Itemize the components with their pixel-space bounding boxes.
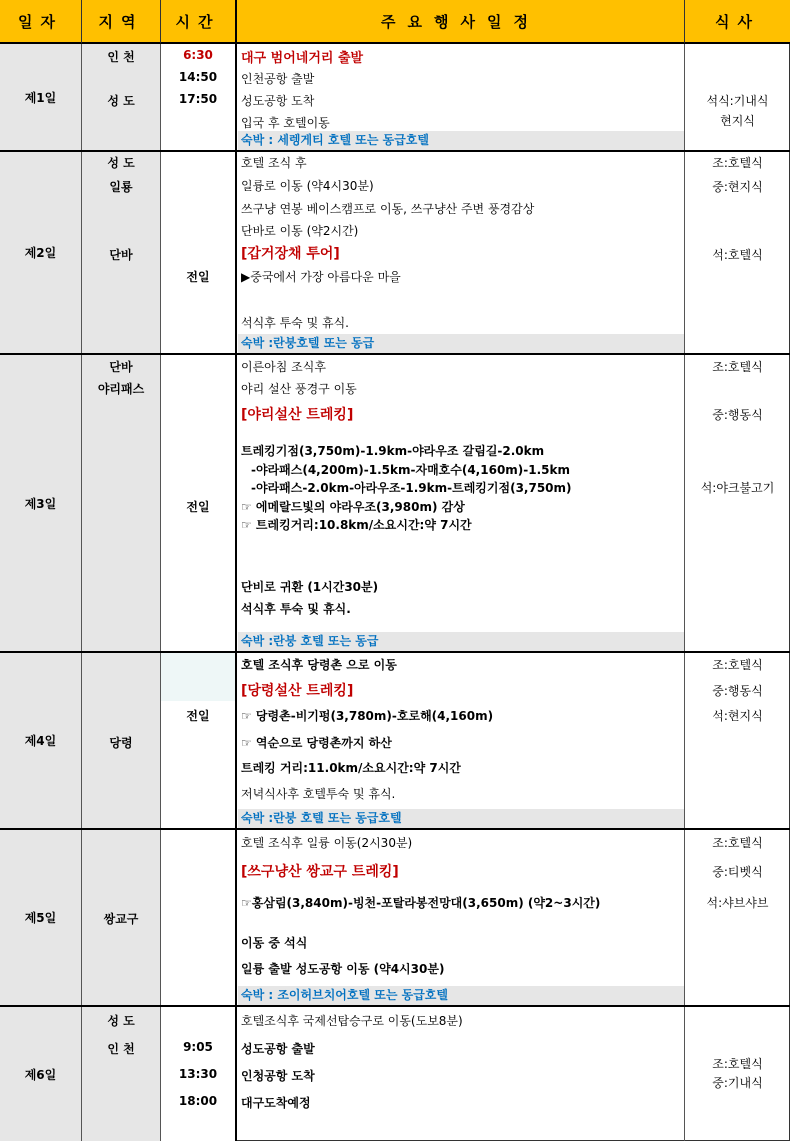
day-label: 제2일 xyxy=(0,152,82,353)
event: ▶중국에서 가장 아름다운 마을 xyxy=(241,270,401,284)
meal: 석:현지식 xyxy=(712,709,763,723)
meal-cell xyxy=(685,830,790,1005)
day-row-4 xyxy=(0,653,790,830)
header-meal: 식사 xyxy=(685,0,790,44)
time-shade xyxy=(161,653,235,701)
event: 호텔 조식 후 xyxy=(241,156,307,170)
meal-cell xyxy=(685,152,790,353)
meal: 중:티벳식 xyxy=(712,865,763,879)
region: 인 천 xyxy=(107,1042,135,1056)
region-cell xyxy=(82,653,161,828)
meal: 조:호텔식 xyxy=(712,156,763,170)
event: 석식후 투숙 및 휴식. xyxy=(241,316,349,330)
event: 호텔조식후 국제선탑승구로 이동(도보8분) xyxy=(241,1014,463,1028)
time: 14:50 xyxy=(178,70,218,84)
event-highlight: [야리설산 트레킹] xyxy=(241,407,354,423)
event: 성도공항 출발 xyxy=(241,1042,315,1056)
meal-cell xyxy=(685,44,790,150)
day-row-5 xyxy=(0,830,790,1007)
region: 단바 xyxy=(109,360,133,374)
region: 성 도 xyxy=(107,1014,135,1028)
region: 성 도 xyxy=(107,156,135,170)
day-label: 제1일 xyxy=(0,44,82,150)
time: 전일 xyxy=(186,500,210,514)
event: 단비로 귀환 (1시간30분) xyxy=(241,580,379,594)
event: 입국 후 호텔이동 xyxy=(241,116,330,130)
event: 저녁식사후 호텔투숙 및 휴식. xyxy=(241,787,396,801)
meal: 조:호텔식 xyxy=(712,836,763,850)
event-highlight: [당령설산 트레킹] xyxy=(241,683,354,699)
event: ☞ 에메랄드빛의 야라우조(3,980m) 감상 xyxy=(241,500,465,514)
event: 단바로 이동 (약2시간) xyxy=(241,224,359,238)
meal-cell xyxy=(685,1007,790,1141)
event: ☞ 트레킹거리:10.8km/소요시간:약 7시간 xyxy=(241,518,472,532)
day-row-6 xyxy=(0,1007,790,1141)
region: 쌍교구 xyxy=(103,912,139,926)
time: 13:30 xyxy=(178,1067,218,1081)
event: 인청공항 도착 xyxy=(241,1069,315,1083)
meal-cell xyxy=(685,653,790,828)
meal: 현지식 xyxy=(720,114,755,128)
region-cell xyxy=(82,830,161,1005)
day-label: 제6일 xyxy=(0,1007,82,1141)
meal: 석:호텔식 xyxy=(712,248,763,262)
event: 쓰구냥 연봉 베이스캠프로 이동, 쓰구냥산 주변 풍경감상 xyxy=(241,202,535,216)
time: 전일 xyxy=(186,709,210,723)
meal: 중:현지식 xyxy=(712,180,763,194)
day-row-3 xyxy=(0,355,790,653)
time: 6:30 xyxy=(183,48,213,62)
meal: 조:호텔식 xyxy=(712,360,763,374)
meal: 중:행동식 xyxy=(712,684,763,698)
event: -야라패스(4,200m)-1.5km-자매호수(4,160m)-1.5km xyxy=(251,463,571,477)
events-cell xyxy=(237,44,685,150)
stay-info: 숙박 : 조이허브치어호텔 또는 동급호텔 xyxy=(238,986,684,1005)
time-cell xyxy=(161,44,237,150)
meal: 조:호텔식 xyxy=(712,1057,763,1071)
event: 성도공항 도착 xyxy=(241,94,315,108)
meal: 조:호텔식 xyxy=(712,658,763,672)
header-time: 시간 xyxy=(161,0,237,44)
time-cell xyxy=(161,653,237,828)
time-cell xyxy=(161,1007,237,1141)
meal: 석식:기내식 xyxy=(706,94,769,108)
event: 일륭 출발 성도공항 이동 (약4시30분) xyxy=(241,962,445,976)
time-cell xyxy=(161,152,237,353)
header-day: 일자 xyxy=(0,0,82,44)
day-label: 제5일 xyxy=(0,830,82,1005)
header-events: 주요행사일정 xyxy=(237,0,685,44)
day-row-1 xyxy=(0,44,790,152)
event: 트레킹기점(3,750m)-1.9km-야라우조 갈림길-2.0km xyxy=(241,444,545,458)
region: 성 도 xyxy=(107,94,135,108)
event: ☞ 역순으로 당령촌까지 하산 xyxy=(241,736,392,750)
event-highlight: [갑거장채 투어] xyxy=(241,246,340,262)
day-label: 제4일 xyxy=(0,653,82,828)
day-row-2 xyxy=(0,152,790,355)
region: 단바 xyxy=(109,248,133,262)
stay-info: 숙박 : 세렝게티 호텔 또는 동급호텔 xyxy=(238,131,684,150)
region: 야리패스 xyxy=(97,382,145,396)
region: 당령 xyxy=(109,736,133,750)
event: ☞홍삼림(3,840m)-빙천-포탈라봉전망대(3,650m) (약2~3시간) xyxy=(241,896,601,910)
event: 호텔 조식후 당령촌 으로 이동 xyxy=(241,658,397,672)
event: 이른아침 조식후 xyxy=(241,360,326,374)
event: 트레킹 거리:11.0km/소요시간:약 7시간 xyxy=(241,761,461,775)
events-cell xyxy=(237,1007,685,1141)
event: ☞ 당령촌-비기펑(3,780m)-호로해(4,160m) xyxy=(241,709,494,723)
event: 야리 설산 풍경구 이동 xyxy=(241,382,357,396)
stay-info: 숙박 :란붕호텔 또는 동급 xyxy=(238,334,684,353)
event: 일륭로 이동 (약4시30분) xyxy=(241,179,374,193)
day-label: 제3일 xyxy=(0,355,82,651)
events-cell xyxy=(237,653,685,828)
event: 이동 중 석식 xyxy=(241,936,308,950)
meal: 중:행동식 xyxy=(712,408,763,422)
event: 호텔 조식후 일륭 이동(2시30분) xyxy=(241,836,413,850)
meal: 중:기내식 xyxy=(712,1076,763,1090)
time: 18:00 xyxy=(178,1094,218,1108)
event-highlight: [쓰구냥산 쌍교구 트레킹] xyxy=(241,864,399,880)
events-cell xyxy=(237,355,685,651)
region: 일룡 xyxy=(109,180,133,194)
time: 전일 xyxy=(186,270,210,284)
stay-info: 숙박 :란붕 호텔 또는 동급 xyxy=(238,632,684,651)
event: -야라패스-2.0km-아라우조-1.9km-트레킹기점(3,750m) xyxy=(251,481,572,495)
time: 17:50 xyxy=(178,92,218,106)
event: 석식후 투숙 및 휴식. xyxy=(241,602,351,616)
event: 대구도착예정 xyxy=(241,1096,311,1110)
region-cell xyxy=(82,355,161,651)
events-cell xyxy=(237,830,685,1005)
time-cell xyxy=(161,830,237,1005)
events-cell xyxy=(237,152,685,353)
meal: 석:야크불고기 xyxy=(700,481,775,495)
time-cell xyxy=(161,355,237,651)
meal: 석:샤브샤브 xyxy=(706,896,769,910)
event: 대구 범어네거리 출발 xyxy=(241,51,364,66)
region-cell xyxy=(82,1007,161,1141)
time: 9:05 xyxy=(183,1040,213,1054)
meal-cell xyxy=(685,355,790,651)
region-cell xyxy=(82,44,161,150)
header-region: 지역 xyxy=(82,0,161,44)
region: 인 천 xyxy=(107,50,135,64)
event: 인천공항 출발 xyxy=(241,72,315,86)
region-cell xyxy=(82,152,161,353)
stay-info: 숙박 :란붕 호텔 또는 동급호텔 xyxy=(238,809,684,828)
